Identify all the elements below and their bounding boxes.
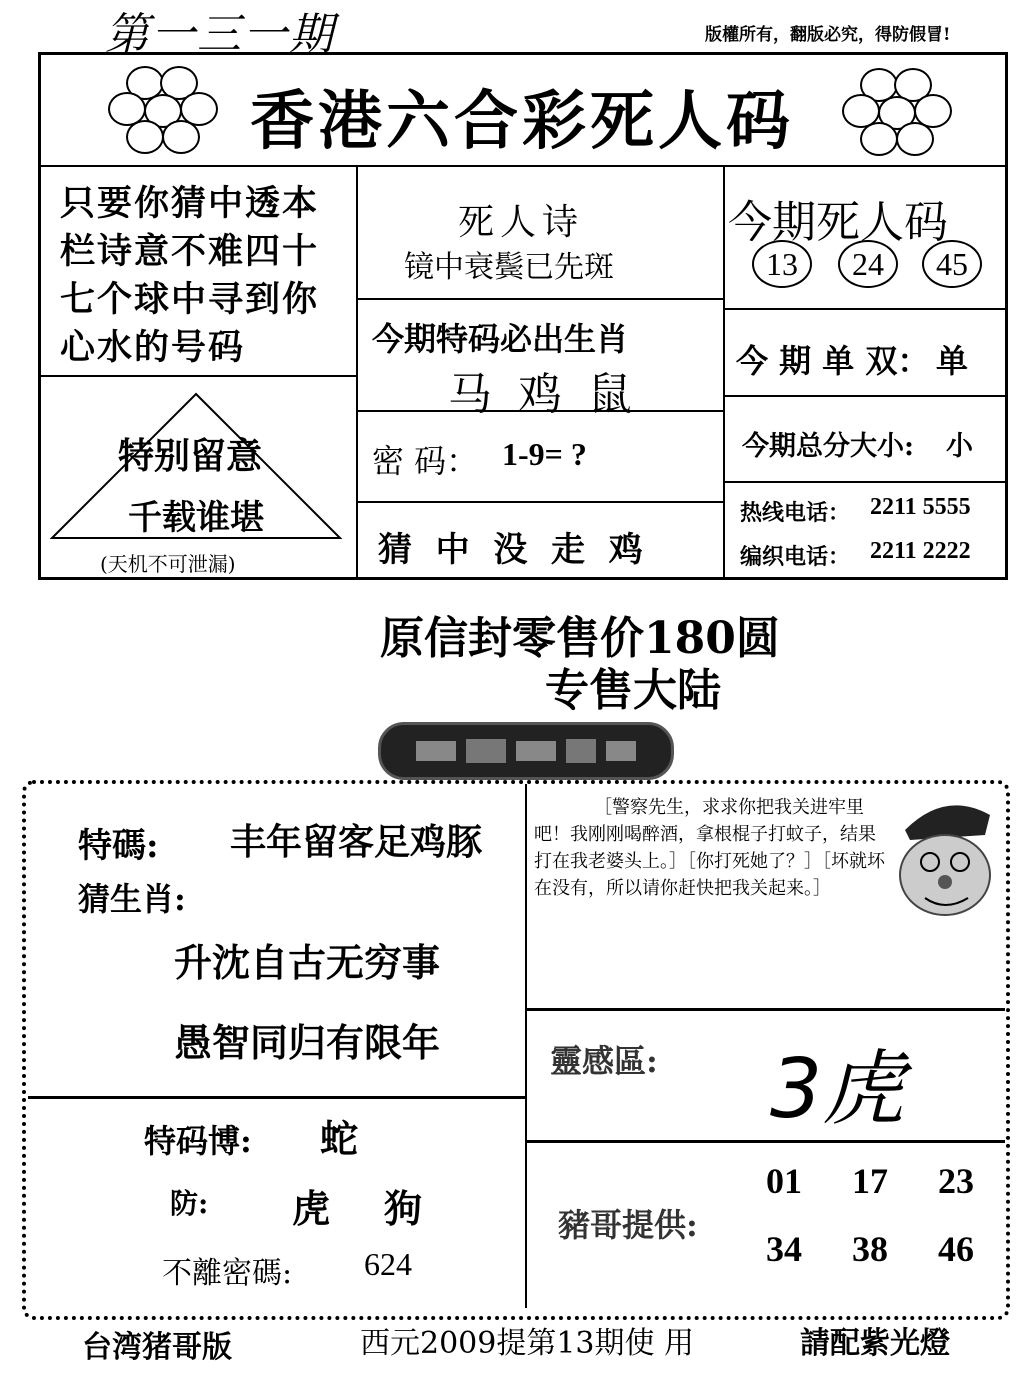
divider — [723, 308, 1005, 310]
provider-number: 01 — [766, 1161, 802, 1201]
poem-title: 死人诗 — [458, 202, 585, 243]
hotline-label: 热线电话： — [740, 500, 851, 526]
issue-number: 第一三一期 — [105, 9, 335, 60]
banner-pattern-icon — [406, 731, 646, 771]
total-value: 小 — [946, 431, 973, 462]
provider-number: 34 — [766, 1229, 802, 1269]
code-value: 1-9= ? — [502, 436, 587, 472]
bo-value: 蛇 — [320, 1116, 359, 1161]
odd-even-label: 今 期 单 双： — [736, 342, 930, 380]
inspire-value: 3虎 — [770, 1042, 905, 1137]
guess-line: 猜 中 没 走 鸡 — [378, 530, 643, 570]
provider-number: 23 — [938, 1161, 974, 1201]
dead-title: 今期死人码 — [728, 197, 948, 248]
triangle-note: (天机不可泄漏) — [100, 552, 236, 576]
guess-zodiac-label: 猜生肖: — [78, 880, 186, 918]
divider — [28, 1096, 525, 1099]
left-poem — [60, 180, 350, 372]
divider — [527, 1140, 1005, 1143]
santa-face-icon — [890, 790, 1000, 920]
poem-line: 心水的号码 — [60, 327, 246, 368]
triangle-line2: 千载谁堪 — [128, 498, 264, 538]
sale-region: 专售大陆 — [545, 665, 721, 716]
main-title: 香港六合彩死人码 — [250, 84, 794, 159]
copyright-notice: 版權所有，翻版必究，得防假冒! — [705, 25, 951, 45]
editor-phone-value: 2211 2222 — [870, 538, 971, 564]
divider — [525, 784, 527, 1308]
divider — [723, 395, 1005, 397]
divider — [723, 165, 725, 577]
poem-line: 升沈自古无穷事 — [174, 940, 441, 985]
editor-phone-label: 编织电话： — [740, 544, 851, 570]
provider-label: 豬哥提供: — [558, 1206, 698, 1244]
joke-text: ［警察先生，求求你把我关进牢里吧！我刚刚喝醉酒，拿根棍子打蚊子，结果打在我老婆头上。］［你打死她了？］［坏就坏在没有，所以请你赶快把我关起来。］ — [534, 797, 885, 899]
divider — [41, 375, 356, 377]
provider-number: 38 — [852, 1229, 888, 1269]
mima-label: 不離密碼: — [162, 1256, 293, 1291]
footer-note: 請配紫光燈 — [800, 1326, 950, 1361]
provider-number: 17 — [852, 1161, 888, 1201]
poem-line: 栏诗意不难四十 — [60, 231, 320, 272]
decorative-banner — [378, 722, 674, 780]
footer-issue: 西元2009提第13期使 用 — [360, 1326, 695, 1361]
provider-numbers-row — [766, 1228, 1024, 1270]
provider-number: 46 — [938, 1229, 974, 1269]
lottery-balls-icon — [842, 68, 962, 158]
divider — [723, 481, 1005, 483]
poem-text: 镜中衰鬓已先斑 — [404, 250, 614, 285]
fang-value: 狗 — [384, 1186, 423, 1231]
divider — [527, 1008, 1005, 1011]
hotline-value: 2211 5555 — [870, 494, 971, 520]
lottery-balls-icon — [108, 66, 228, 156]
total-label: 今期总分大小: — [742, 431, 914, 462]
fang-label: 防: — [170, 1187, 209, 1220]
poem-line: 七个球中寻到你 — [60, 279, 320, 320]
sale-price: 原信封零售价180圆 — [380, 613, 780, 664]
provider-numbers-row — [766, 1160, 1024, 1202]
zodiac-label: 今期特码必出生肖 — [372, 320, 629, 358]
dead-number: 13 — [752, 240, 812, 288]
poem-line: 愚智同归有限年 — [174, 1020, 441, 1065]
tema-label: 特碼: — [78, 826, 159, 866]
divider — [356, 501, 723, 503]
code-label: 密 码： — [372, 442, 479, 480]
tema-value: 丰年留客足鸡豚 — [230, 821, 483, 863]
triangle-line1: 特别留意 — [118, 435, 263, 477]
footer-edition: 台湾猪哥版 — [82, 1330, 232, 1365]
zodiac-value: 马 鸡 鼠 — [448, 369, 638, 420]
fang-value: 虎 — [292, 1186, 331, 1231]
inspire-label: 靈感區: — [550, 1042, 658, 1080]
divider — [356, 165, 358, 577]
poem-line: 只要你猜中透本 — [60, 183, 320, 224]
odd-even-value: 单 — [936, 342, 969, 380]
mima-value: 624 — [364, 1246, 412, 1282]
divider — [41, 165, 1005, 167]
dead-number: 45 — [922, 240, 982, 288]
divider — [356, 298, 723, 300]
dead-number: 24 — [838, 240, 898, 288]
bo-label: 特码博: — [144, 1122, 252, 1160]
